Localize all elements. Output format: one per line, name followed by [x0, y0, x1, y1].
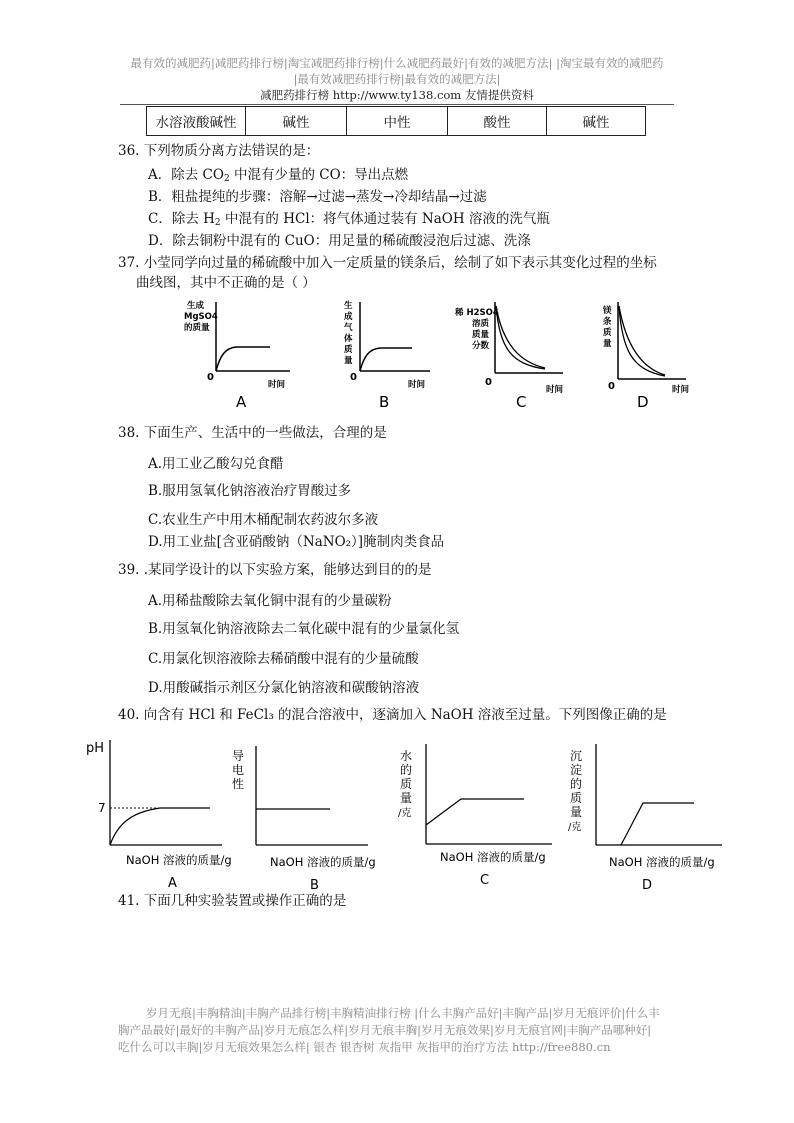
axis-label: 质 — [570, 791, 583, 805]
x-axis-label: NaOH 溶液的质量/g — [270, 855, 376, 869]
graph-letter: C — [480, 873, 490, 888]
origin-label: 0 — [608, 381, 615, 392]
q36-a-post: 中混有少量的 CO：导出点燃 — [229, 167, 409, 183]
table-cell: 水溶液酸碱性 — [147, 107, 246, 136]
axis-label: /克 — [398, 808, 412, 819]
curve — [621, 803, 694, 845]
header-ad-line-2: |最有效减肥药排行榜|最有效的减肥方法| — [293, 72, 501, 86]
axis-label: MgSO4 — [184, 312, 218, 322]
x-axis-label: NaOH 溶液的质量/g — [440, 850, 546, 864]
axis-label: 稀 H2SO4 — [455, 308, 499, 318]
q40-graph-a — [86, 740, 222, 845]
q38-option-d: D.用工业盐[含亚硝酸钠（NaNO₂）]腌制肉类食品 — [148, 534, 445, 550]
q39-stem: 39. .某同学设计的以下实验方案，能够达到目的的是 — [118, 562, 432, 578]
table-cell: 碱性 — [547, 107, 646, 136]
axis-label: 条 — [603, 317, 612, 327]
axis-label: 生成 — [187, 301, 205, 311]
q38-option-c: C.农业生产中用木桶配制农药波尔多液 — [148, 512, 379, 528]
q36-a-pre: A．除去 CO — [148, 167, 224, 183]
graph-letter: A — [236, 393, 247, 411]
curve — [496, 306, 545, 368]
footer-ad-line-2: 胸产品最好|最好的丰胸产品|岁月无痕怎么样|岁月无痕丰胸|岁月无痕效果|岁月无痕官网|丰胸产品哪种好| — [118, 1023, 652, 1037]
q36-c-pre: C．除去 H — [148, 211, 215, 227]
x-axis-label: 时间 — [672, 385, 690, 395]
axis-label: 质 — [344, 345, 353, 355]
q39-option-d: D.用酸碱指示剂区分氯化钠溶液和碳酸钠溶液 — [148, 680, 420, 696]
q37-graph-d — [602, 302, 690, 395]
q37-letters — [236, 393, 649, 411]
x-axis-label: NaOH 溶液的质量/g — [126, 853, 232, 867]
axis-label: /克 — [568, 822, 582, 833]
axis-label: 镁 — [603, 306, 612, 316]
axis-label: 的 — [400, 763, 413, 777]
q37-graph-b — [344, 300, 430, 390]
q36-option-b: B．粗盐提纯的步骤：溶解→过滤→蒸发→冷却结晶→过滤 — [148, 189, 487, 205]
x-axis-label: NaOH 溶液的质量/g — [609, 855, 715, 869]
q40-graph-d — [568, 744, 722, 845]
curve — [496, 306, 545, 369]
graph-letter: A — [168, 876, 177, 891]
axis-label: 电 — [232, 763, 245, 777]
graph-letter: D — [642, 878, 653, 893]
q36-a-sub: 2 — [223, 174, 230, 184]
curve — [110, 808, 210, 845]
graph-letter: D — [637, 393, 649, 411]
q40-stem: 40. 向含有 HCl 和 FeCl₃ 的混合溶液中，逐滴加入 NaOH 溶液至过量。下列图像正确的是 — [118, 707, 667, 723]
origin-label: 0 — [350, 372, 357, 383]
q36-option-d: D．除去铜粉中混有的 CuO：用足量的稀硫酸浸泡后过滤、洗涤 — [148, 233, 531, 249]
axis-label: 水 — [400, 749, 413, 763]
axis-label: 质 — [603, 328, 612, 338]
axis-label: 沉 — [570, 749, 583, 763]
axis-label: 气 — [344, 323, 353, 333]
axis-label: 生 — [344, 301, 353, 311]
origin-label: 0 — [207, 372, 214, 383]
footer-ad-line-1: 岁月无痕|丰胸精油|丰胸产品排行榜|丰胸精油排行榜 |什么丰胸产品好|丰胸产品|岁月无痕评价|什么丰 — [146, 1006, 660, 1020]
axis-label: 的 — [570, 777, 583, 791]
q40-x-labels — [126, 850, 715, 869]
axis-label: 的质量 — [184, 323, 210, 333]
curve — [619, 306, 665, 375]
q40-letters — [168, 873, 652, 893]
x-axis-label: 时间 — [408, 380, 426, 390]
header-ad-line-1: 最有效的减肥药|减肥药排行榜|淘宝减肥药排行榜|什么减肥药最好|有效的减肥方法| |淘宝最有效的减肥药 — [130, 56, 664, 70]
q39-option-c: C.用氯化钡溶液除去稀硝酸中混有的少量硫酸 — [148, 651, 419, 667]
q39-option-b: B.用氢氧化钠溶液除去二氧化碳中混有的少量氯化氢 — [148, 621, 460, 637]
q38-option-b: B.服用氢氧化钠溶液治疗胃酸过多 — [148, 483, 352, 499]
q37-stem-line-1: 37. 小莹同学向过量的稀硫酸中加入一定质量的镁条后，绘制了如下表示其变化过程的坐标 — [118, 255, 657, 271]
q38-option-a: A.用工业乙酸勾兑食醋 — [148, 456, 284, 472]
q38-stem: 38. 下面生产、生活中的一些做法，合理的是 — [118, 425, 387, 441]
axis-label: 量 — [570, 805, 583, 819]
q36-stem: 36. 下列物质分离方法错误的是： — [118, 143, 320, 159]
axis-label: pH — [86, 741, 105, 756]
curve — [216, 347, 270, 371]
q36-c-post: 中混有的 HCl：将气体通过装有 NaOH 溶液的洗气瓶 — [220, 211, 550, 227]
origin-label: 0 — [485, 377, 492, 388]
axis-label: 成 — [344, 312, 353, 322]
x-axis-label: 时间 — [268, 380, 286, 390]
axis-label: 导 — [232, 749, 245, 763]
table-cell: 碱性 — [246, 107, 347, 136]
curve — [619, 306, 665, 376]
axis-label: 质 — [400, 777, 413, 791]
axis-label: 量 — [603, 339, 612, 349]
axis-label: 淀 — [570, 763, 583, 777]
axis-label: 分数 — [472, 341, 490, 351]
x-axis-label: 时间 — [546, 385, 564, 395]
table-cell: 酸性 — [448, 107, 547, 136]
curve — [426, 799, 524, 825]
axis-label: 量 — [344, 356, 353, 366]
header-source-line: 减肥药排行榜 http://www.ty138.com 友情提供资料 — [260, 88, 534, 102]
axis-label: 质量 — [472, 330, 490, 340]
axis-label: 量 — [400, 791, 413, 805]
graph-letter: C — [516, 393, 527, 411]
table-cell: 中性 — [347, 107, 448, 136]
axis-label: 溶质 — [472, 319, 490, 329]
graph-letter: B — [310, 878, 319, 893]
axis-label: 性 — [232, 777, 245, 791]
q37-graph-c — [454, 302, 564, 395]
q37-graph-a — [184, 300, 290, 390]
axis-label: 体 — [344, 334, 353, 344]
q40-graph-c — [398, 744, 552, 844]
q39-option-a: A.用稀盐酸除去氧化铜中混有的少量碳粉 — [148, 593, 392, 609]
footer-ad-line-3: 吃什么可以丰胸|岁月无痕效果怎么样| 银杏 银杏树 灰指甲 灰指甲的治疗方法 http://free880.cn — [118, 1040, 611, 1054]
tick-label: 7 — [98, 801, 106, 815]
q40-graph-b — [232, 746, 368, 845]
q36-c-sub: 2 — [214, 218, 221, 228]
graph-letter: B — [379, 393, 390, 411]
curve — [360, 348, 412, 371]
q41-stem: 41. 下面几种实验装置或操作正确的是 — [118, 893, 347, 909]
q37-stem-line-2: 曲线图，其中不正确的是（ ） — [136, 275, 316, 291]
